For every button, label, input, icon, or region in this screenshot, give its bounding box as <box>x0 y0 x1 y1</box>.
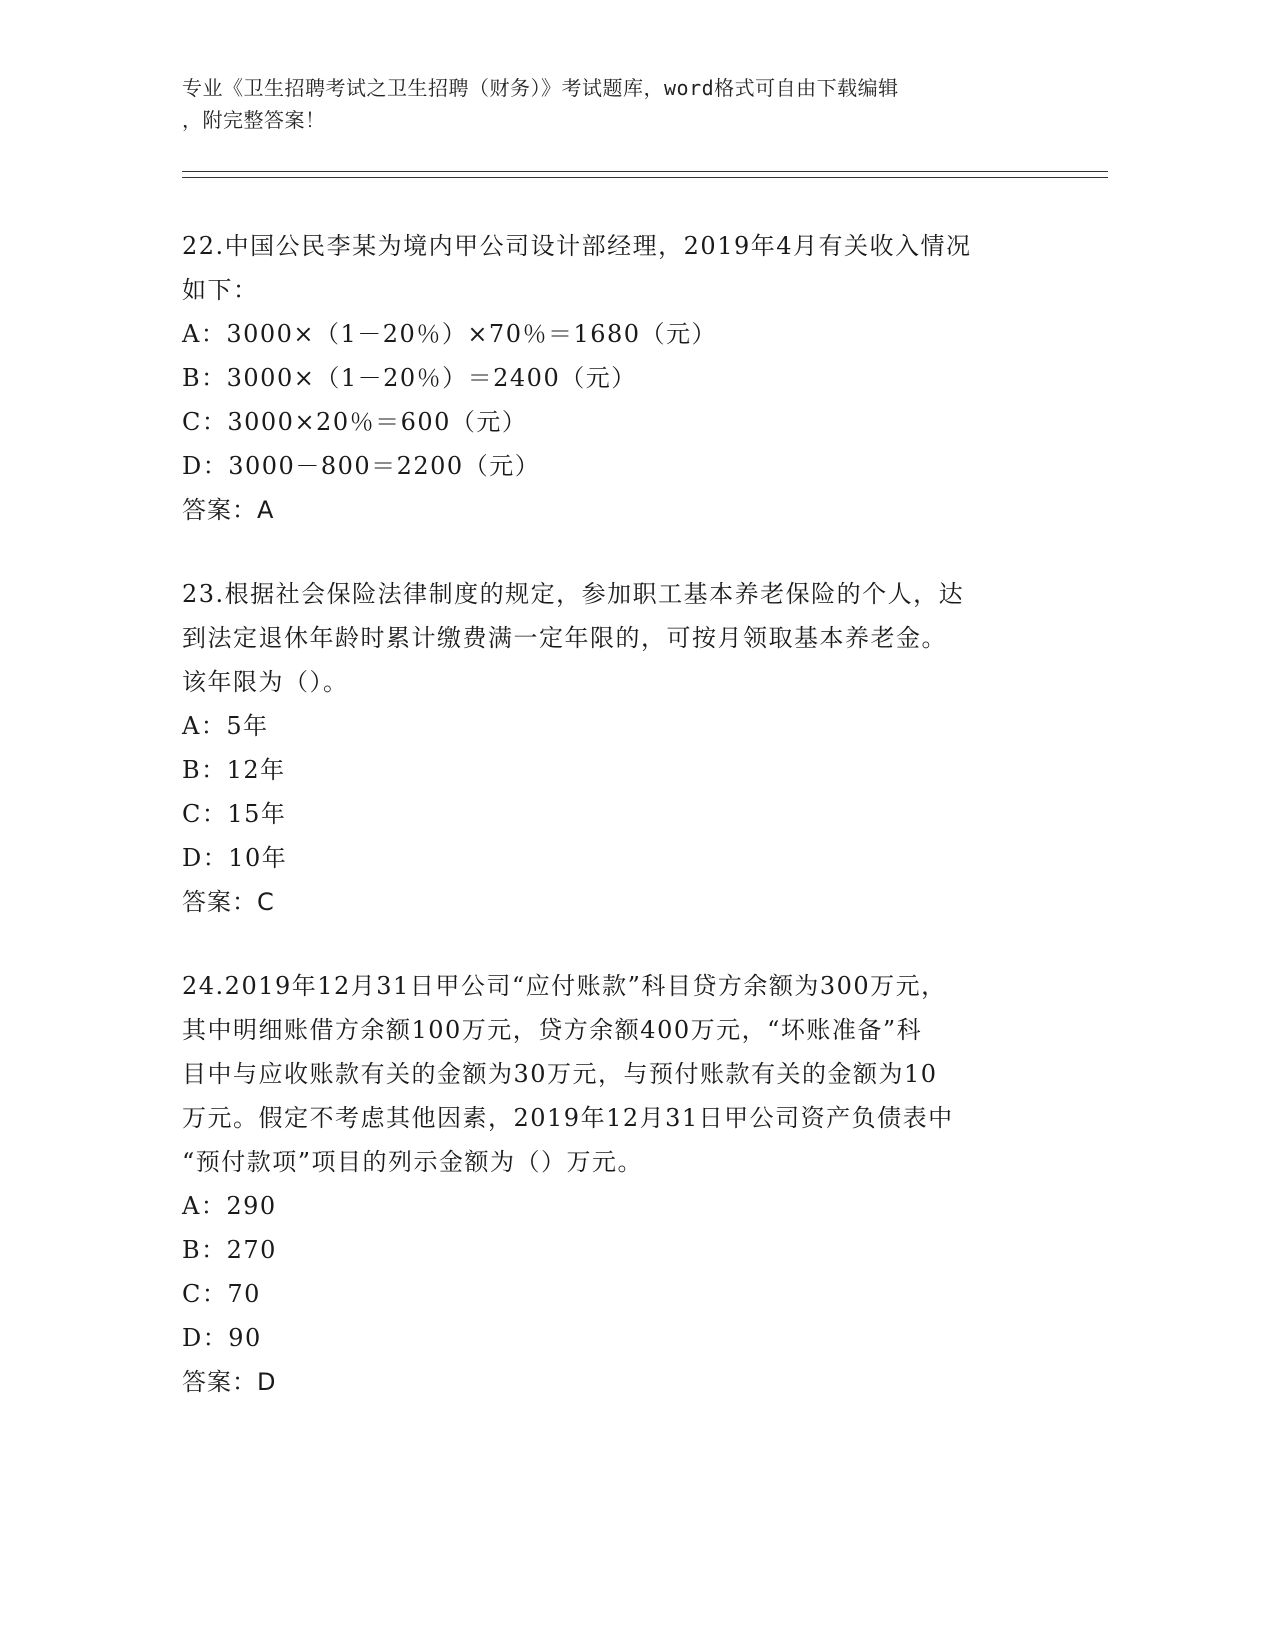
option-b: B：270 <box>182 1236 277 1264</box>
option-a: A：290 <box>182 1192 277 1220</box>
question-22 <box>182 224 1082 532</box>
stem-line: “预付款项”项目的列示金额为（）万元。 <box>182 1148 644 1176</box>
answer-label: 答案：C <box>182 888 275 916</box>
header-divider <box>182 177 1108 178</box>
question-stem <box>182 964 1082 1184</box>
option-d: D：3000－800＝2200（元） <box>182 452 541 480</box>
header-line: 专业《卫生招聘考试之卫生招聘（财务）》考试题库，word格式可自由下载编辑 <box>182 76 899 100</box>
stem-line: 万元。假定不考虑其他因素，2019年12月31日甲公司资产负债表中 <box>182 1104 954 1132</box>
stem-line: 22.中国公民李某为境内甲公司设计部经理，2019年4月有关收入情况 <box>182 232 972 260</box>
header-line: ，附完整答案！ <box>182 108 326 132</box>
option-c: C：15年 <box>182 800 287 828</box>
option-b: B：3000×（1－20％）＝2400（元） <box>182 364 637 392</box>
option-c: C：3000×20％＝600（元） <box>182 408 528 436</box>
stem-line: 23.根据社会保险法律制度的规定，参加职工基本养老保险的个人，达 <box>182 580 965 608</box>
option-a: A：3000×（1－20％）×70％＝1680（元） <box>182 320 718 348</box>
stem-line: 如下： <box>182 276 259 304</box>
option-d: D：10年 <box>182 844 288 872</box>
stem-line: 24.2019年12月31日甲公司“应付账款”科目贷方余额为300万元， <box>182 972 947 1000</box>
question-stem <box>182 224 1082 312</box>
header-divider <box>182 171 1108 172</box>
stem-line: 到法定退休年龄时累计缴费满一定年限的，可按月领取基本养老金。 <box>182 624 947 652</box>
question-stem <box>182 572 1082 704</box>
question-23 <box>182 572 1082 924</box>
question-24 <box>182 964 1082 1404</box>
stem-line: 该年限为（）。 <box>182 668 349 696</box>
stem-line: 其中明细账借方余额100万元，贷方余额400万元，“坏账准备”科 <box>182 1016 923 1044</box>
option-b: B：12年 <box>182 756 286 784</box>
stem-line: 目中与应收账款有关的金额为30万元，与预付账款有关的金额为10 <box>182 1060 938 1088</box>
option-c: C：70 <box>182 1280 261 1308</box>
answer-label: 答案：D <box>182 1368 277 1396</box>
document-header <box>182 72 1062 136</box>
answer-label: 答案：A <box>182 496 275 524</box>
option-d: D：90 <box>182 1324 262 1352</box>
option-a: A：5年 <box>182 712 269 740</box>
